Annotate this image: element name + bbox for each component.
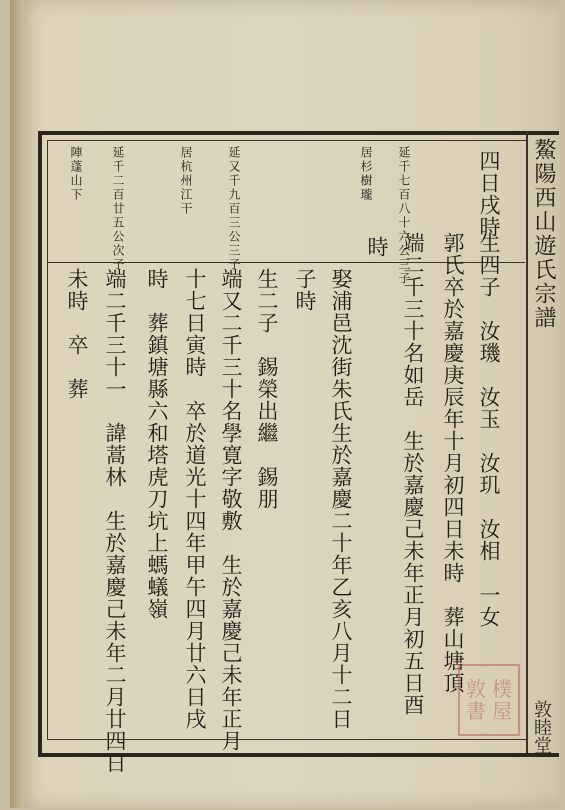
descent-note: 延千七百八十六公三子 [397,146,411,286]
page-gutter [10,0,24,808]
genealogy-column: 時 [365,236,389,258]
descent-note: 居杭州江干 [179,146,193,216]
descent-note: 居杉樹瓏 [359,146,373,202]
descent-note: 延千二百廿五公次子 [111,146,125,272]
genealogy-column: 十七日寅時 卒於道光十四年甲午四月廿六日戌 [183,268,207,730]
genealogy-column: 生四子 汝璣 汝玉 汝玑 汝相 一女 [477,232,501,628]
descent-note: 陣蓬山下 [69,146,83,202]
page-title: 鰲陽西山遊氏宗譜 [531,138,556,330]
genealogy-column: 子時 [293,268,317,312]
hall-name: 敦睦堂 [531,700,552,754]
genealogy-column: 時 葬鎮塘縣六和塔虎刀坑上螞蟻嶺 [145,268,169,620]
genealogy-column: 四日戌時 [477,150,501,238]
descent-note: 延又千九百三公三子 [227,146,241,272]
genealogy-column: 娶浦邑沈街朱氏生於嘉慶二十年乙亥八月十二日 [329,268,353,730]
genealogy-column: 端二千三十一 諱蒿林 生於嘉慶己未年二月廿四日 [103,268,127,774]
genealogy-column: 郭氏卒於嘉慶庚辰年十月初四日未時 葬山塘頂 [441,232,465,694]
genealogy-column: 端二千三十名如岳 生於嘉慶己未年正月初五日酉 [401,232,425,716]
red-seal-stamp: 敦 樸 書 屋 [458,664,520,736]
genealogy-column: 端又二千三十名學寛字敬敷 生於嘉慶己未年正月 [219,268,243,752]
genealogy-column: 未時 卒 葬 [65,268,89,400]
genealogy-column: 生二子 錫榮出繼 錫朋 [255,268,279,510]
